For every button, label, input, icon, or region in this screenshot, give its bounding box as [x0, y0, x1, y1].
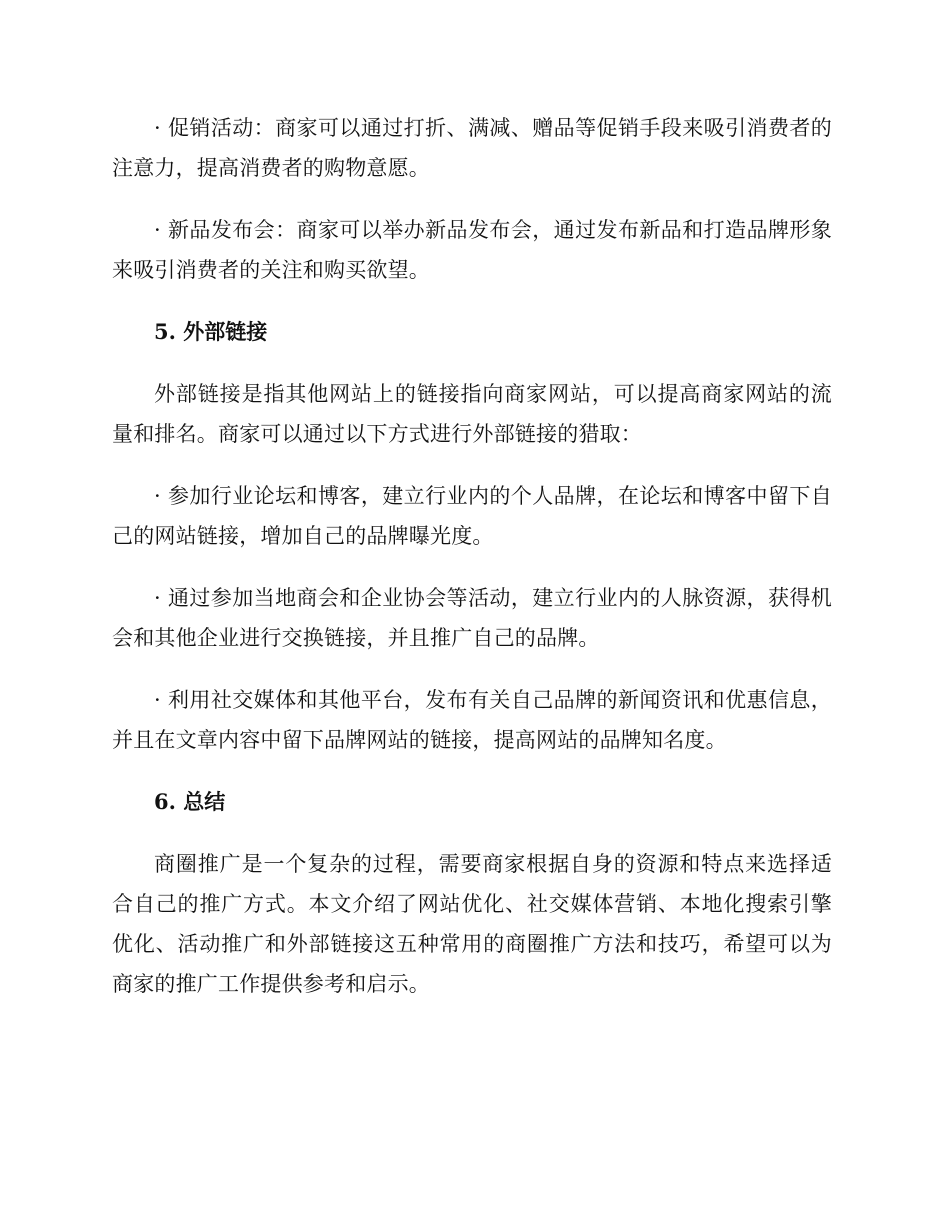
- section-heading-summary: 6. 总结: [154, 789, 226, 814]
- paragraph-summary: 商圈推广是一个复杂的过程，需要商家根据自身的资源和特点来选择适合自己的推广方式。本文介绍了网站优化、社交媒体营销、本地化搜索引擎优化、活动推广和外部链接这五种常用的商圈推广方法和技巧，希望可以为商家的推广工作提供参考和启示。: [112, 852, 832, 996]
- paragraph-social-media: · 利用社交媒体和其他平台，发布有关自己品牌的新闻资讯和优惠信息，并且在文章内容中留下品牌网站的链接，提高网站的品牌知名度。: [112, 688, 832, 752]
- paragraph-product-launch: · 新品发布会：商家可以举办新品发布会，通过发布新品和打造品牌形象来吸引消费者的关注和购买欲望。: [112, 218, 832, 282]
- paragraph-chamber-commerce: · 通过参加当地商会和企业协会等活动，建立行业内的人脉资源，获得机会和其他企业进行交换链接，并且推广自己的品牌。: [112, 586, 832, 650]
- section-heading-external-links: 5. 外部链接: [154, 319, 268, 344]
- paragraph-forums-blogs: · 参加行业论坛和博客，建立行业内的个人品牌，在论坛和博客中留下自己的网站链接，增加自己的品牌曝光度。: [112, 484, 832, 548]
- paragraph-promotion-activity: · 促销活动：商家可以通过打折、满减、赠品等促销手段来吸引消费者的注意力，提高消费者的购物意愿。: [112, 116, 832, 180]
- paragraph-external-links-intro: 外部链接是指其他网站上的链接指向商家网站，可以提高商家网站的流量和排名。商家可以通过以下方式进行外部链接的猎取：: [112, 382, 832, 446]
- document-page: [112, 108, 832, 1004]
